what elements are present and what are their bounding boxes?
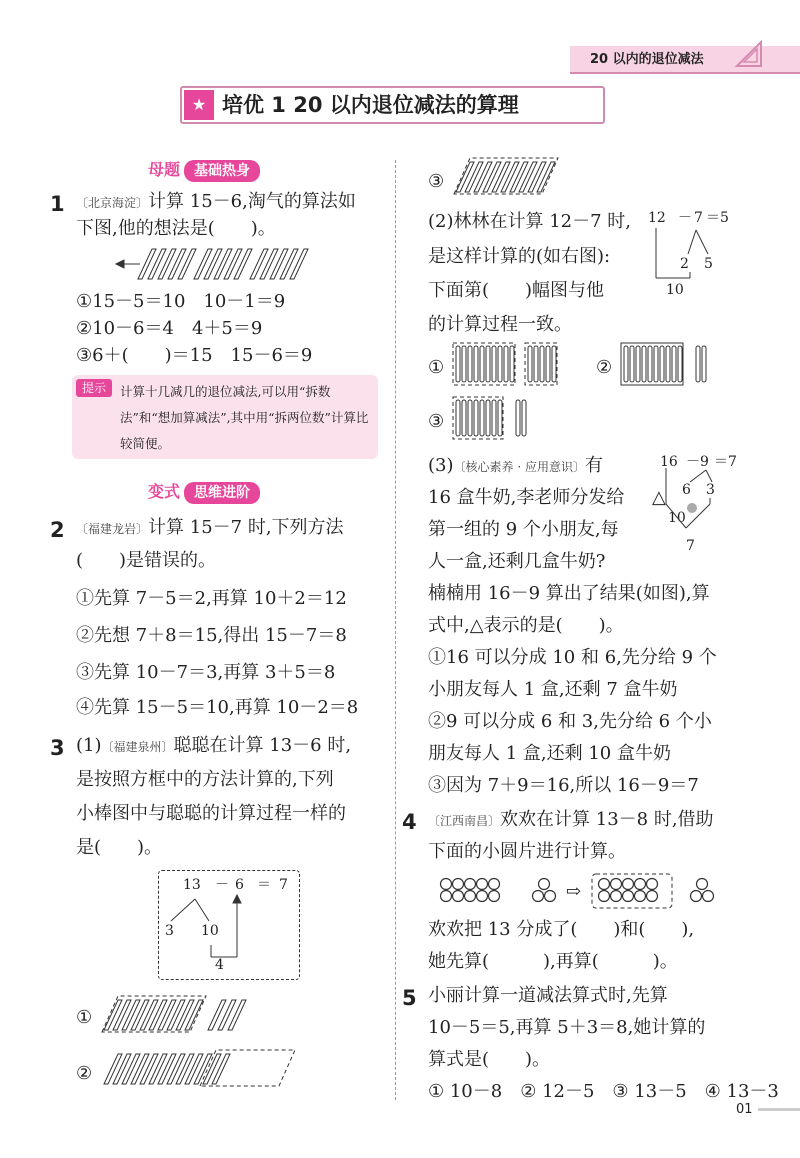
q3p2-line1: (2)林林在计算 12－7 时, bbox=[428, 211, 632, 232]
q3p2-line2: 是这样计算的(如右图): bbox=[428, 246, 611, 267]
disc bbox=[539, 879, 550, 890]
stick bbox=[540, 346, 544, 382]
q3-box-minus: － bbox=[215, 877, 229, 893]
stick bbox=[228, 1000, 246, 1030]
disc bbox=[623, 891, 634, 902]
q3-line1-text: 聪聪在计算 13－6 时, bbox=[173, 735, 352, 756]
q5-options: ① 10－8 ② 12－5 ③ 13－5 ④ 13－3 bbox=[428, 1081, 779, 1102]
q2-option-2: ②先想 7＋8＝15,得出 15－7＝8 bbox=[76, 625, 347, 646]
disc bbox=[611, 891, 622, 902]
stick bbox=[456, 400, 460, 436]
q3p2-fig-minus: － bbox=[678, 210, 692, 226]
stick bbox=[468, 346, 472, 382]
q3p3-fig-r: 7 bbox=[728, 454, 737, 470]
stick bbox=[224, 249, 242, 279]
q3p2-fig-s2: 5 bbox=[704, 256, 713, 272]
stick bbox=[624, 346, 628, 382]
q3p3-fig-a: 16 bbox=[660, 454, 678, 470]
stick bbox=[158, 249, 176, 279]
q3p3-source: 〔核心素养 · 应用意识〕 bbox=[453, 460, 585, 474]
stick bbox=[486, 400, 490, 436]
q3p3-line4: 人一盒,还剩几盒牛奶? bbox=[428, 551, 606, 572]
stick bbox=[648, 346, 652, 382]
stick bbox=[214, 249, 232, 279]
q3p3-fig-minus: － bbox=[686, 454, 700, 470]
stick bbox=[672, 346, 676, 382]
q1-source: 〔北京海淀〕 bbox=[76, 196, 149, 210]
q1-line1-text: 计算 15－6,淘气的算法如 bbox=[148, 191, 356, 212]
disc bbox=[489, 879, 500, 890]
disc bbox=[453, 879, 464, 890]
q3p3-option-1b: 小朋友每人 1 盒,还剩 7 盒牛奶 bbox=[428, 679, 678, 700]
q3p3-line2: 16 盒牛奶,李老师分发给 bbox=[428, 487, 625, 508]
stick bbox=[654, 346, 658, 382]
q4-number: 4 bbox=[402, 810, 417, 834]
q4-line3: 欢欢把 13 分成了( )和( ), bbox=[428, 919, 695, 940]
q3p3-line6: 式中,△表示的是( )。 bbox=[428, 615, 624, 636]
q3p3-line3: 第一组的 9 个小朋友,每 bbox=[428, 519, 619, 540]
stick bbox=[678, 346, 682, 382]
q3p3-fig-lines bbox=[660, 468, 740, 538]
q4-line1 bbox=[428, 806, 714, 834]
q3p3-fig-eq: ＝ bbox=[714, 454, 728, 470]
stick bbox=[178, 249, 196, 279]
page-bar bbox=[758, 1108, 800, 1111]
q3-opt2-label: ② bbox=[76, 1063, 93, 1084]
stick bbox=[480, 346, 484, 382]
q3p2-fig-b: 7 bbox=[694, 210, 703, 226]
q4-line1-text: 欢欢在计算 13－8 时,借助 bbox=[500, 809, 714, 830]
stick bbox=[498, 400, 502, 436]
q3p2-opt2-label: ② bbox=[596, 357, 613, 378]
q3-number: 3 bbox=[50, 736, 65, 760]
tip-label: 提示 bbox=[76, 379, 112, 397]
q4-line2: 下面的小圆片进行计算。 bbox=[428, 841, 626, 862]
disc bbox=[489, 891, 500, 902]
stick bbox=[480, 400, 484, 436]
q3-opt3-label: ③ bbox=[428, 171, 445, 192]
disc bbox=[477, 879, 488, 890]
q3p3-option-3: ③因为 7＋9＝16,所以 16－9＝7 bbox=[428, 775, 699, 796]
q3-opt2-sticks bbox=[100, 1050, 300, 1090]
disc bbox=[703, 891, 714, 902]
tip-text: 计算十几减几的退位减法,可以用“拆数法”和“想加算减法”,其中用“拆两位数”计算比较简便。 bbox=[120, 384, 369, 451]
q5-line3: 算式是( )。 bbox=[428, 1049, 551, 1070]
q3p2-fig-lines bbox=[650, 228, 730, 288]
stick bbox=[468, 400, 472, 436]
q3p3-head: (3) bbox=[428, 455, 454, 476]
stick bbox=[250, 249, 268, 279]
stick bbox=[552, 346, 556, 382]
q3p3-line5: 楠楠用 16－9 算出了结果(如图),算 bbox=[428, 583, 710, 604]
q3p2-line3: 下面第( )幅图与他 bbox=[428, 280, 605, 301]
stick bbox=[642, 346, 646, 382]
stick bbox=[636, 346, 640, 382]
stick bbox=[666, 346, 670, 382]
stick bbox=[498, 346, 502, 382]
stick bbox=[462, 346, 466, 382]
q2-option-4: ④先算 15－5＝10,再算 10－2＝8 bbox=[76, 697, 359, 718]
q5-number: 5 bbox=[402, 986, 417, 1010]
q5-line1: 小丽计算一道减法算式时,先算 bbox=[428, 985, 668, 1006]
q3p3-l1: 有 bbox=[584, 455, 603, 476]
lesson-title: 培优 1 20 以内退位减法的算理 bbox=[222, 93, 519, 117]
q3-part1: (1) bbox=[76, 735, 102, 756]
q5-line2: 10－5＝5,再算 5＋3＝8,她计算的 bbox=[428, 1017, 706, 1038]
disc bbox=[453, 891, 464, 902]
stick bbox=[218, 1000, 236, 1030]
q3-opt3-sticks bbox=[452, 158, 562, 198]
section-variant bbox=[148, 480, 260, 505]
q3-opt1-sticks bbox=[100, 996, 300, 1036]
stick bbox=[522, 400, 526, 436]
disc bbox=[691, 891, 702, 902]
q1-line1 bbox=[76, 188, 356, 216]
q3p3-line1 bbox=[428, 452, 603, 480]
q3-box-eq: ＝ bbox=[257, 877, 271, 893]
q3p3-fig-tri: △ bbox=[652, 487, 666, 508]
disc bbox=[465, 891, 476, 902]
stick bbox=[474, 346, 478, 382]
q3p2-opt3-label: ③ bbox=[428, 411, 445, 432]
stick bbox=[462, 400, 466, 436]
q3-box-r: 7 bbox=[279, 877, 288, 893]
q2-line2: ( )是错误的。 bbox=[76, 550, 217, 571]
star-icon: ★ bbox=[184, 90, 214, 120]
q3-line2: 是按照方框中的方法计算的,下列 bbox=[76, 769, 334, 790]
disc bbox=[697, 879, 708, 890]
q3p2-line4: 的计算过程一致。 bbox=[428, 314, 572, 335]
stick bbox=[504, 346, 508, 382]
disc bbox=[533, 891, 544, 902]
q3p2-opt1-label: ① bbox=[428, 357, 445, 378]
stick bbox=[260, 249, 278, 279]
stick bbox=[234, 249, 252, 279]
section-mother bbox=[148, 158, 260, 183]
q3p3-option-1a: ①16 可以分成 10 和 6,先分给 9 个 bbox=[428, 647, 717, 668]
stick bbox=[516, 400, 520, 436]
stick bbox=[528, 346, 532, 382]
q3p3-option-2a: ②9 可以分成 6 和 3,先分给 6 个小 bbox=[428, 711, 712, 732]
stick bbox=[280, 249, 298, 279]
q2-line1-text: 计算 15－7 时,下列方法 bbox=[148, 517, 344, 538]
q3-line3: 小棒图中与聪聪的计算过程一样的 bbox=[76, 803, 346, 824]
q3-box-split1: 3 bbox=[165, 923, 174, 939]
stick bbox=[474, 400, 478, 436]
q3p3-option-2b: 朋友每人 1 盒,还剩 10 盒牛奶 bbox=[428, 743, 671, 764]
q3-box-b: 6 bbox=[235, 877, 244, 893]
q3p2-opt3-sticks bbox=[452, 396, 562, 440]
q3-line1 bbox=[76, 732, 351, 760]
q3-box-lines bbox=[159, 871, 301, 981]
section-variant-label: 变式 bbox=[148, 482, 181, 501]
stick bbox=[702, 346, 706, 382]
section-mother-label: 母题 bbox=[148, 160, 181, 179]
q3p2-opt2-sticks bbox=[620, 342, 730, 386]
stick bbox=[138, 249, 156, 279]
q3-line4: 是( )。 bbox=[76, 837, 163, 858]
section-mother-tag: 基础热身 bbox=[184, 160, 260, 182]
q3p3-fig-s2: 3 bbox=[706, 482, 715, 498]
q1-option-2: ②10－6＝4 4＋5＝9 bbox=[76, 318, 263, 339]
q3p3-fig-bottom: 7 bbox=[686, 538, 695, 554]
q1-option-1: ①15－5＝10 10－1＝9 bbox=[76, 291, 286, 312]
q2-option-3: ③先算 10－7＝3,再算 3＋5＝8 bbox=[76, 662, 336, 683]
q3p2-fig-bottom: 10 bbox=[666, 282, 684, 298]
disc bbox=[611, 879, 622, 890]
column-divider bbox=[395, 160, 396, 1100]
stick bbox=[456, 346, 460, 382]
stick bbox=[660, 346, 664, 382]
disc bbox=[441, 879, 452, 890]
chapter-title: 20 以内的退位减法 bbox=[590, 52, 704, 67]
q3p2-fig-eq: ＝ bbox=[706, 210, 720, 226]
disc bbox=[441, 891, 452, 902]
q3-box-a: 13 bbox=[183, 877, 201, 893]
q2-source: 〔福建龙岩〕 bbox=[76, 522, 149, 536]
stick bbox=[696, 346, 700, 382]
q4-arrow-icon: ⇨ bbox=[566, 881, 582, 902]
stick bbox=[534, 346, 538, 382]
q3-source: 〔福建泉州〕 bbox=[101, 740, 174, 754]
lesson-title-box bbox=[180, 86, 605, 124]
chapter-header bbox=[570, 46, 800, 74]
q3-method-box bbox=[158, 870, 300, 980]
stick bbox=[148, 249, 166, 279]
stick bbox=[270, 249, 288, 279]
q1-option-3: ③6＋( )＝15 15－6＝9 bbox=[76, 345, 313, 366]
stick bbox=[630, 346, 634, 382]
q3p3-fig-b: 9 bbox=[700, 454, 709, 470]
ruler-icon bbox=[735, 40, 765, 70]
q1-line2: 下图,他的想法是( )。 bbox=[76, 218, 276, 239]
disc bbox=[599, 879, 610, 890]
disc bbox=[477, 891, 488, 902]
q3-opt1-label: ① bbox=[76, 1007, 93, 1028]
q3-box-split2: 10 bbox=[201, 923, 219, 939]
stick bbox=[510, 346, 514, 382]
disc bbox=[465, 879, 476, 890]
q2-option-1: ①先算 7－5＝2,再算 10＋2＝12 bbox=[76, 588, 347, 609]
q3p2-opt1-sticks bbox=[452, 342, 572, 386]
stick bbox=[290, 249, 308, 279]
q3-box-bottom: 4 bbox=[215, 957, 224, 973]
disc bbox=[623, 879, 634, 890]
disc bbox=[635, 879, 646, 890]
q2-number: 2 bbox=[50, 518, 65, 542]
disc bbox=[545, 891, 556, 902]
q3p2-fig-a: 12 bbox=[648, 210, 666, 226]
q1-sticks-figure bbox=[110, 245, 370, 285]
disc bbox=[635, 891, 646, 902]
disc bbox=[599, 891, 610, 902]
section-variant-tag: 思维进阶 bbox=[184, 482, 260, 504]
tip-box bbox=[72, 375, 378, 459]
stick bbox=[486, 346, 490, 382]
q2-line1 bbox=[76, 514, 344, 542]
q4-line4: 她先算( ),再算( )。 bbox=[428, 951, 678, 972]
q4-source: 〔江西南昌〕 bbox=[428, 814, 501, 828]
q3p2-fig-s1: 2 bbox=[680, 256, 689, 272]
stick bbox=[194, 249, 212, 279]
stick bbox=[492, 346, 496, 382]
q3p3-fig-s1: 6 bbox=[682, 482, 691, 498]
stick bbox=[546, 346, 550, 382]
stick bbox=[168, 249, 186, 279]
page-number: 01 bbox=[736, 1102, 753, 1117]
q1-number: 1 bbox=[50, 192, 65, 216]
stick bbox=[208, 1000, 226, 1030]
stick bbox=[204, 249, 222, 279]
stick bbox=[492, 400, 496, 436]
q3p2-fig-r: 5 bbox=[720, 210, 729, 226]
disc bbox=[647, 879, 658, 890]
disc bbox=[647, 891, 658, 902]
q3p3-fig-mid: 10 bbox=[668, 510, 686, 526]
